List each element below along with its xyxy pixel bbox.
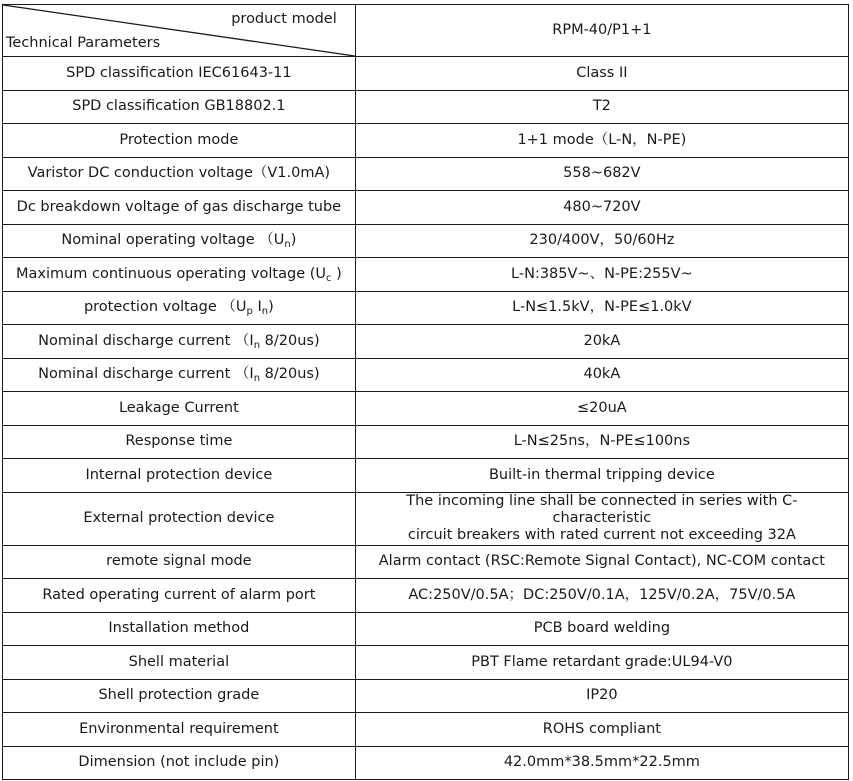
parameter-value: PBT Flame retardant grade:UL94-V0 bbox=[355, 646, 848, 680]
table-row bbox=[3, 325, 849, 359]
parameter-label: External protection device bbox=[3, 492, 356, 545]
table-row bbox=[3, 90, 849, 124]
label-subscript: n bbox=[253, 339, 261, 351]
parameter-value bbox=[355, 492, 848, 545]
parameter-label: Protection mode bbox=[3, 124, 356, 158]
label-text: Nominal discharge current （I bbox=[38, 366, 254, 383]
parameter-value: 480~720V bbox=[355, 191, 848, 225]
parameter-value: 1+1 mode（L-N，N-PE) bbox=[355, 124, 848, 158]
table-row bbox=[3, 545, 849, 579]
table-row bbox=[3, 646, 849, 680]
parameter-label bbox=[3, 291, 356, 325]
table-row bbox=[3, 679, 849, 713]
label-text-end: ) bbox=[290, 232, 297, 249]
label-subscript: n bbox=[253, 373, 261, 385]
parameter-value: Class II bbox=[355, 57, 848, 91]
table-row bbox=[3, 57, 849, 91]
parameter-label bbox=[3, 358, 356, 392]
parameter-label: Dimension (not include pin) bbox=[3, 746, 356, 780]
label-subscript-2: n bbox=[261, 306, 269, 318]
table-row bbox=[3, 612, 849, 646]
parameter-value: T2 bbox=[355, 90, 848, 124]
parameter-value: AC:250V/0.5A；DC:250V/0.1A，125V/0.2A，75V/0.5A bbox=[355, 579, 848, 613]
parameter-value: Built-in thermal tripping device bbox=[355, 459, 848, 493]
parameter-value: 40kA bbox=[355, 358, 848, 392]
label-text: Nominal operating voltage （U bbox=[61, 232, 285, 249]
parameter-label bbox=[3, 224, 356, 258]
diagonal-header-cell bbox=[3, 5, 356, 57]
parameter-label: Environmental requirement bbox=[3, 713, 356, 747]
parameter-label: Dc breakdown voltage of gas discharge tube bbox=[3, 191, 356, 225]
parameter-value: ≤20uA bbox=[355, 392, 848, 426]
table-row bbox=[3, 157, 849, 191]
parameter-label: Internal protection device bbox=[3, 459, 356, 493]
parameter-value: 558~682V bbox=[355, 157, 848, 191]
header-row bbox=[3, 5, 849, 57]
table-row bbox=[3, 579, 849, 613]
table-row bbox=[3, 124, 849, 158]
label-subscript: n bbox=[284, 239, 291, 251]
table-row bbox=[3, 713, 849, 747]
parameter-value: L-N:385V~、N-PE:255V~ bbox=[355, 258, 848, 292]
parameter-label: Shell material bbox=[3, 646, 356, 680]
parameter-value: Alarm contact (RSC:Remote Signal Contact), NC-COM contact bbox=[355, 545, 848, 579]
model-cell: RPM-40/P1+1 bbox=[355, 5, 848, 57]
technical-parameters-heading: Technical Parameters bbox=[6, 35, 161, 51]
parameter-value: IP20 bbox=[355, 679, 848, 713]
label-text-end: ) bbox=[268, 299, 274, 316]
table-row bbox=[3, 392, 849, 426]
parameter-value: 42.0mm*38.5mm*22.5mm bbox=[355, 746, 848, 780]
label-text-end: 8/20us) bbox=[260, 366, 320, 383]
parameter-label: SPD classification GB18802.1 bbox=[3, 90, 356, 124]
parameter-value: 20kA bbox=[355, 325, 848, 359]
parameter-label: SPD classification IEC61643-11 bbox=[3, 57, 356, 91]
table-row bbox=[3, 746, 849, 780]
label-text: protection voltage （U bbox=[83, 299, 247, 316]
parameter-label: Response time bbox=[3, 425, 356, 459]
table-row bbox=[3, 191, 849, 225]
parameter-value: L-N≤25ns，N-PE≤100ns bbox=[355, 425, 848, 459]
parameter-value: ROHS compliant bbox=[355, 713, 848, 747]
product-model-heading: product model bbox=[231, 11, 337, 27]
label-text: Maximum continuous operating voltage (U bbox=[15, 265, 326, 282]
parameter-label bbox=[3, 325, 356, 359]
table-row bbox=[3, 459, 849, 493]
parameter-label bbox=[3, 258, 356, 292]
table-row bbox=[3, 358, 849, 392]
label-subscript: c bbox=[326, 272, 332, 284]
parameter-label: Leakage Current bbox=[3, 392, 356, 426]
table-row bbox=[3, 291, 849, 325]
label-text-end: 8/20us) bbox=[260, 332, 320, 349]
label-text-mid: I bbox=[252, 299, 262, 316]
parameter-label: Varistor DC conduction voltage（V1.0mA) bbox=[3, 157, 356, 191]
spec-table bbox=[2, 4, 849, 780]
parameter-value: 230/400V，50/60Hz bbox=[355, 224, 848, 258]
parameter-value: L-N≤1.5kV，N-PE≤1.0kV bbox=[355, 291, 848, 325]
parameter-label: Shell protection grade bbox=[3, 679, 356, 713]
label-text-end: ) bbox=[331, 265, 342, 282]
parameter-label: Installation method bbox=[3, 612, 356, 646]
value-line-2: circuit breakers with rated current not exceeding 32A bbox=[407, 527, 796, 543]
table-row bbox=[3, 425, 849, 459]
label-text: Nominal discharge current （I bbox=[38, 332, 254, 349]
table-row bbox=[3, 258, 849, 292]
parameter-label: remote signal mode bbox=[3, 545, 356, 579]
parameter-label: Rated operating current of alarm port bbox=[3, 579, 356, 613]
table-row bbox=[3, 224, 849, 258]
parameter-value: PCB board welding bbox=[355, 612, 848, 646]
table-row bbox=[3, 492, 849, 545]
label-subscript: p bbox=[246, 306, 253, 318]
value-line-1: The incoming line shall be connected in series with C-characteristic bbox=[406, 493, 798, 526]
